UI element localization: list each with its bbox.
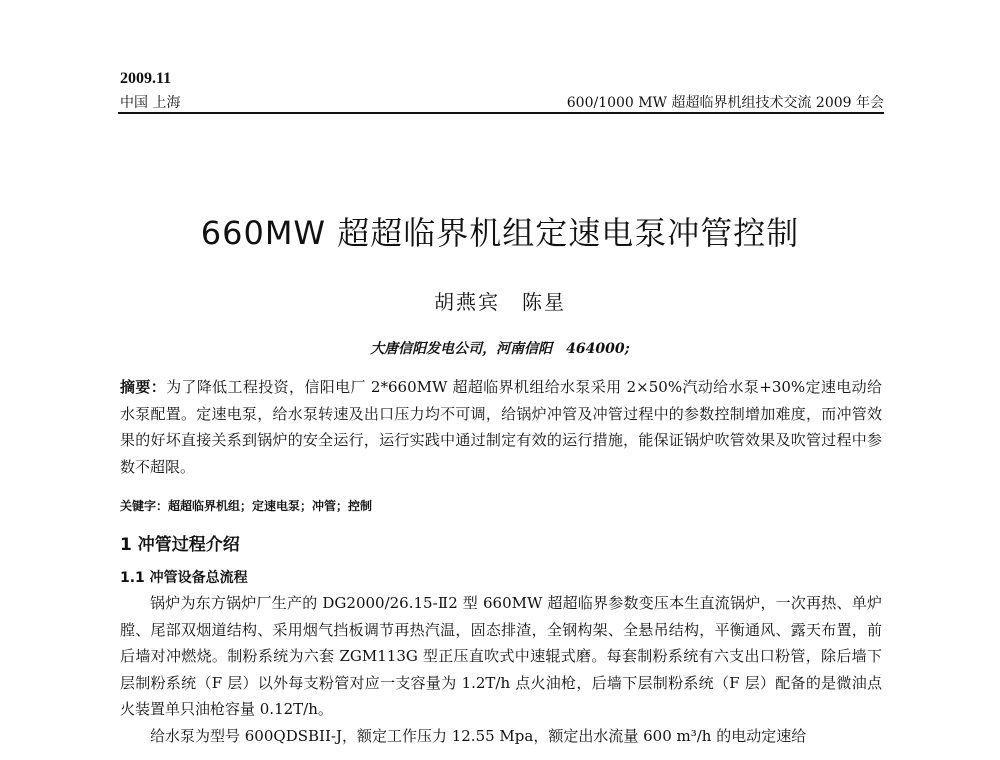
abstract (120, 374, 882, 480)
paper-authors: 胡燕宾 陈星 (434, 290, 566, 314)
body-paragraph: 给水泵为型号 600QDSBII-J，额定工作压力 12.55 Mpa，额定出水流量 600 m³/h 的电动定速给 (150, 726, 807, 745)
section-heading: 1 冲管过程介绍 (120, 535, 240, 555)
header-location: 中国 上海 (120, 95, 181, 111)
header-rule (118, 112, 884, 114)
keywords (120, 497, 882, 514)
paper-title: 660MW 超超临界机组定速电泵冲管控制 (200, 214, 800, 252)
abstract-text: 为了降低工程投资，信阳电厂 2*660MW 超超临界机组给水泵采用 2×50%汽动给水泵+30%定速电动给水泵配置。定速电泵，给水泵转速及出口压力均不可调，给锅炉冲管及冲管过程中的参数控制增加难度，而冲管效果的好坏直接关系到锅炉的安全运行，运行实践中通过制定有效的运行措施，能保证锅炉吹管效果及吹管过程中参数不超限。 (120, 378, 882, 476)
body-paragraph: 锅炉为东方锅炉厂生产的 DG2000/26.15-Ⅱ2 型 660MW 超超临界参数变压本生直流锅炉，一次再热、单炉膛、尾部双烟道结构、采用烟气挡板调节再热汽温，固态排渣，全钢构架、全悬吊结构，平衡通风、露天布置，前后墙对冲燃烧。制粉系统为六套 ZGM113G 型正压直吹式中速辊式磨。每套制粉系统有六支出口粉管，除后墙下层制粉系统（F 层）以外每支粉管对应一支容量为 1.2T/h 点火油枪，后墙下层制粉系统（F 层）配备的是微油点火装置单只油枪容量 0.12T/h。 (120, 594, 882, 718)
subsection-heading: 1.1 冲管设备总流程 (120, 570, 248, 586)
section-body (120, 590, 882, 749)
abstract-label: 摘要： (120, 378, 167, 396)
header-date: 2009.11 (120, 70, 172, 87)
keywords-text: 超超临界机组；定速电泵；冲管；控制 (168, 499, 373, 513)
keywords-label: 关键字： (120, 499, 169, 513)
paper-affiliation: 大唐信阳发电公司，河南信阳 464000; (370, 341, 630, 357)
header-conference: 600/1000 MW 超超临界机组技术交流 2009 年会 (566, 95, 884, 111)
